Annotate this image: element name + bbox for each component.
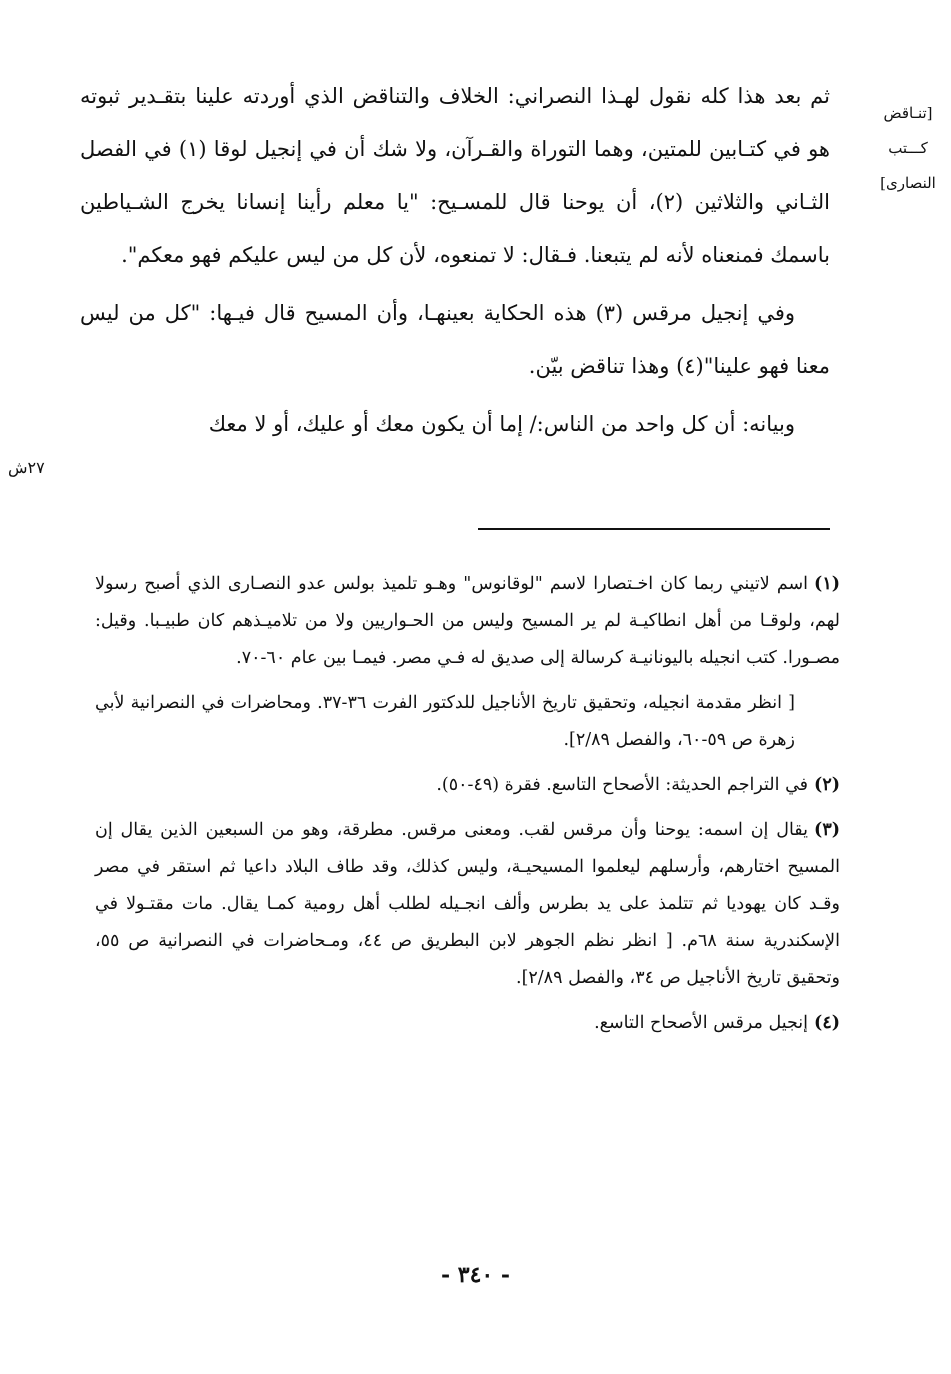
footnote-2 xyxy=(95,767,840,804)
footnote-1-reference xyxy=(95,685,840,759)
footnote-separator xyxy=(478,528,830,530)
footnote-number: (٢) xyxy=(814,775,840,795)
footnote-text: إنجيل مرقس الأصحاح التاسع. xyxy=(594,1013,809,1033)
paragraph-3: وبيانه: أن كل واحد من الناس:/ إما أن يكون معك أو عليك، أو لا معك xyxy=(208,412,795,436)
footnote-text: يقال إن اسمه: يوحنا وأن مرقس لقب. ومعنى مرقس. مطرقة، وهو من السبعين الذين يقال إن المسيح اختارهم، وأرسلهم ليعلموا المسيحيـة، وليس كذلك، وقد طاف البلاد داعيا ثم استقر في مصر وقـد كان يهوديا ثم تتلمذ على يد بطرس وألف انجـيله لطلب أهل رومية كمـا يقال. مات مقتـولا في الإسكندرية سنة ٦٨م. [ انظر نظم الجوهر لابن البطريق ص ٤٤، ومـحاضرات في النصرانية ص ٥٥، وتحقيق تاريخ الأناجيل ص ٣٤، والفصل ٢/٨٩]. xyxy=(95,820,840,988)
footnote-text: اسم لاتيني ربما كان اخـتصارا لاسم "لوقانوس" وهـو تلميذ بولس عدو النصـارى الذي أصبح رسولا لهم، ولوقـا من أهل انطاكيـة لم ير المسيح وليس من الحـواريين ولا من تلاميـذهم كان طبيـبا. وقيل: مصـورا. كتب انجيله باليونانيـة كرسالة إلى صديق له فـي مصر. فيمـا بين عام ٦٠-٧٠. xyxy=(95,574,840,668)
footnote-number: (٤) xyxy=(814,1013,840,1033)
folio-mark: ٢٧ش xyxy=(8,458,45,477)
page-number: - ٣٤٠ - xyxy=(440,1262,511,1288)
margin-note xyxy=(873,96,943,201)
footnote-1 xyxy=(95,566,840,677)
footnote-number: (١) xyxy=(814,574,840,594)
footnotes xyxy=(95,566,840,1050)
paragraph-1: ثم بعد هذا كله نقول لهـذا النصراني: الخلاف والتناقض الذي أوردته علينا بتقـدير ثبوته هو في كتـابين للمتين، وهما التوراة والقـرآن، ولا شك أن في إنجيل لوقا (١) في الفصل الثـاني والثلاثين (٢)، أن يوحنا قال للمسـيح: "يا معلم رأينا إنسانا يخرج الشـياطين باسمك فمنعناه لأنه لم يتبعنا. فـقال: لا تمنعوه، لأن كل من ليس عليكم فهو معكم". xyxy=(80,84,831,267)
footnote-4 xyxy=(95,1005,840,1042)
footnote-3 xyxy=(95,812,840,997)
footnote-text: في التراجم الحديثة: الأصحاح التاسع. فقرة (٤٩-٥٠). xyxy=(436,775,809,795)
footnote-text: [ انظر مقدمة انجيله، وتحقيق تاريخ الأناجيل للدكتور الفرت ٣٦-٣٧. ومحاضرات في النصرانية لأبي زهرة ص ٥٩-٦٠، والفصل ٢/٨٩]. xyxy=(95,693,795,750)
margin-note-line-3: النصارى] xyxy=(880,174,936,192)
margin-note-line-2: كـــتب xyxy=(888,139,928,157)
margin-note-line-1: [تنـاقض xyxy=(883,104,933,122)
paragraph-2: وفي إنجيل مرقس (٣) هذه الحكاية بعينهـا، وأن المسيح قال فيـها: "كل من ليس معنا فهو علينا"(٤) وهذا تناقض بيّن. xyxy=(80,301,830,378)
main-text xyxy=(80,70,830,456)
footnote-number: (٣) xyxy=(814,820,840,840)
